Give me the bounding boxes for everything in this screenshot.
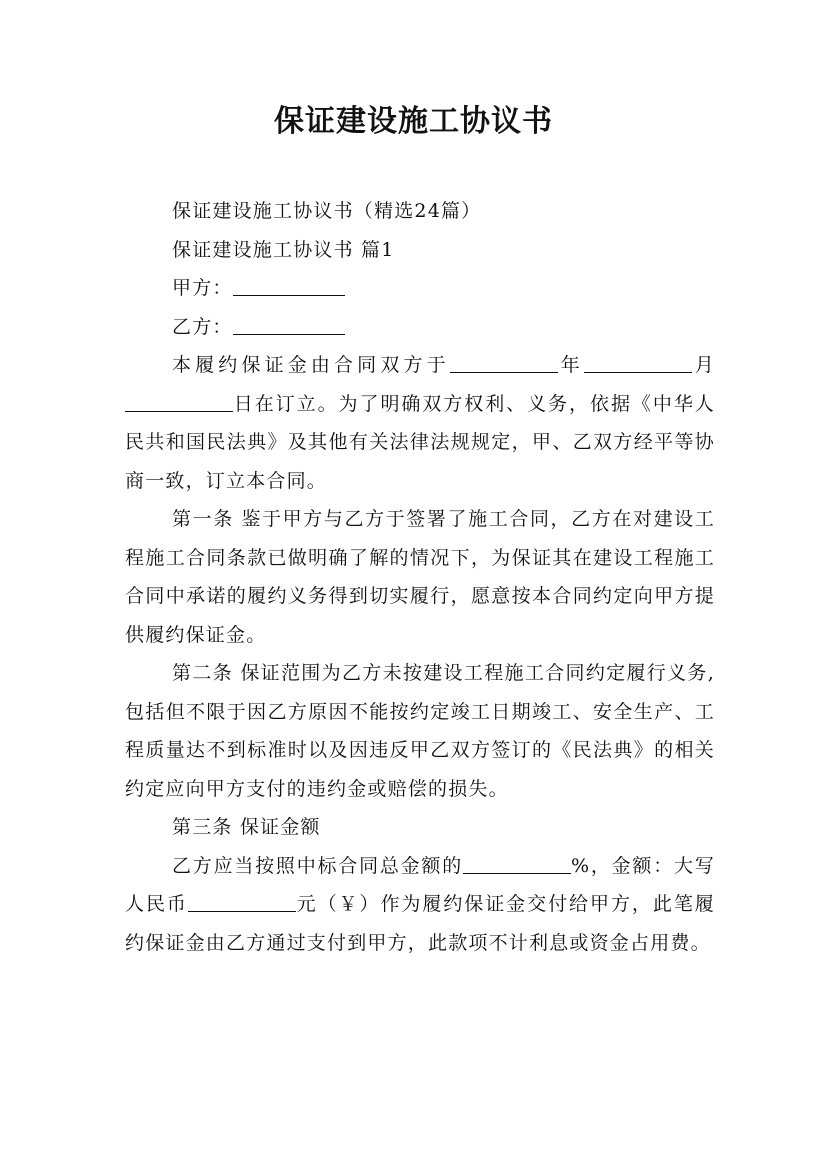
party-a-blank: [233, 270, 345, 296]
article-3-heading: [125, 808, 715, 847]
article-1-text: 第一条 鉴于甲方与乙方于签署了施工合同，乙方在对建设工程施工合同条款已做明确了解的情况下，为保证其在建设工程施工合同中承诺的履约义务得到切实履行，愿意按本合同约定向甲方提供履约保证金。: [125, 508, 715, 646]
day-blank: [125, 386, 233, 412]
party-a-line: [125, 269, 715, 308]
article-3-body: [125, 847, 715, 963]
section-heading-text: 保证建设施工协议书 篇1: [172, 238, 395, 261]
percentage-blank: [463, 848, 571, 874]
document-body: [125, 192, 715, 962]
article-3-heading-text: 第三条 保证金额: [172, 816, 321, 838]
month-label: 月: [691, 354, 716, 376]
document-title: 保证建设施工协议书: [274, 104, 553, 139]
article-3-text-2: %，金额：大写人民币: [125, 854, 715, 915]
article-3-text-3: 元（￥）作为履约保证金交付给甲方，此笔履约保证金由乙方通过支付到甲方，此款项不计利息或资金占用费。: [125, 893, 715, 954]
intro-paragraph: [125, 346, 715, 500]
party-b-label: 乙方：: [172, 315, 233, 338]
year-blank: [450, 347, 558, 373]
article-2: [125, 654, 715, 808]
year-label: 年: [557, 354, 584, 376]
article-3-text-1: 乙方应当按照中标合同总金额的: [172, 854, 464, 877]
section-heading: [125, 231, 715, 270]
party-a-label: 甲方：: [172, 277, 233, 299]
party-b-line: [125, 308, 715, 347]
party-b-blank: [233, 309, 345, 335]
month-blank: [584, 347, 692, 373]
document-subtitle: [125, 192, 715, 231]
intro-text-1: 本履约保证金由合同双方于: [172, 354, 450, 376]
article-2-text: 第二条 保证范围为乙方未按建设工程施工合同约定履行义务,包括但不限于因乙方原因不能按约定竣工日期竣工、安全生产、工程质量达不到标准时以及因违反甲乙双方签订的《民法典》的相关约定应向甲方支付的违约金或赔偿的损失。: [125, 662, 715, 800]
intro-text-2: 日在订立。为了明确双方权利、义务，依据《中华人民共和国民法典》及其他有关法律法规规定，甲、乙双方经平等协商一致，订立本合同。: [125, 392, 715, 492]
subtitle-text: 保证建设施工协议书（精选24篇）: [172, 200, 482, 222]
amount-blank: [188, 886, 296, 912]
article-1: [125, 500, 715, 654]
